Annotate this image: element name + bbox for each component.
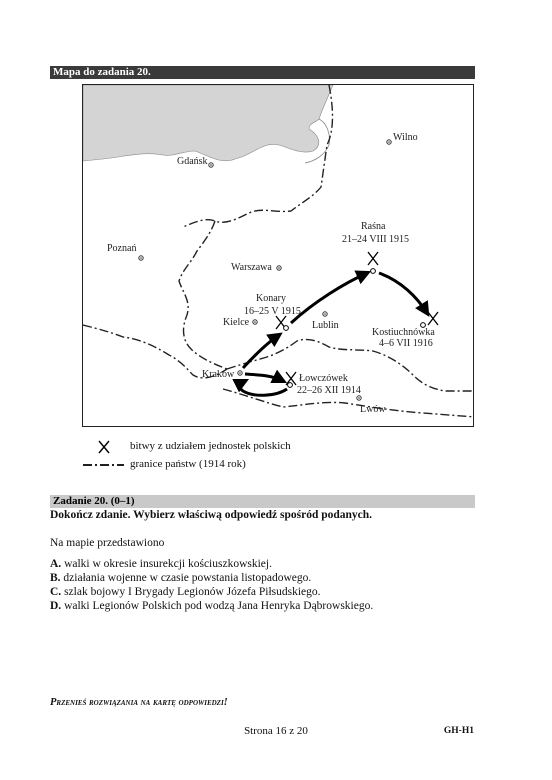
battle-kostiuchnowka xyxy=(372,312,438,349)
sea xyxy=(83,85,333,161)
map-title-bar xyxy=(50,66,475,79)
option-text: walki Legionów Polskich pod wodzą Jana Henryka Dąbrowskiego. xyxy=(64,600,374,612)
city-gdansk xyxy=(177,156,213,167)
task-title: Zadanie 20. (0–1) xyxy=(53,495,135,507)
option-text: walki w okresie insurekcji kościuszkowskiej. xyxy=(64,558,272,570)
svg-text:Wilno: Wilno xyxy=(393,132,418,143)
svg-text:Lublin: Lublin xyxy=(312,320,339,331)
svg-text:Gdańsk: Gdańsk xyxy=(177,156,208,167)
battle-rasna xyxy=(342,221,409,273)
option-c[interactable] xyxy=(50,585,373,599)
task-title-bar xyxy=(50,495,475,508)
city-warszawa xyxy=(231,262,281,273)
option-letter: B. xyxy=(50,572,61,584)
border-line-icon xyxy=(82,458,126,472)
svg-text:Kraków: Kraków xyxy=(202,369,235,380)
option-letter: A. xyxy=(50,558,62,570)
map-svg xyxy=(83,85,474,427)
option-d[interactable] xyxy=(50,599,373,613)
page-number: Strona 16 z 20 xyxy=(244,725,308,737)
transfer-note-text: Przenieś rozwiązania na kartę odpowiedzi! xyxy=(50,697,228,708)
exam-code: GH-H1 xyxy=(443,726,474,736)
city-krakow xyxy=(202,369,242,380)
option-b[interactable] xyxy=(50,571,373,585)
border-west xyxy=(179,221,227,369)
battle-lowczowek xyxy=(286,372,361,396)
option-text: szlak bojowy I Brygady Legionów Józefa Piłsudskiego. xyxy=(64,586,321,598)
option-text: działania wojenne w czasie powstania listopadowego. xyxy=(63,572,312,584)
city-lwow xyxy=(357,396,387,415)
legend-battles-row xyxy=(82,440,382,454)
answer-options xyxy=(50,557,373,613)
battle-konary xyxy=(244,293,301,330)
svg-text:Kielce: Kielce xyxy=(223,317,250,328)
legend-borders-text: granice państw (1914 rok) xyxy=(130,458,246,470)
city-lublin xyxy=(312,312,339,331)
svg-text:16–25 V 1915: 16–25 V 1915 xyxy=(244,306,301,317)
svg-text:Warszawa: Warszawa xyxy=(231,262,272,273)
map-title: Mapa do zadania 20. xyxy=(53,66,151,78)
city-poznan xyxy=(107,243,143,260)
svg-text:Raśna: Raśna xyxy=(361,221,386,232)
option-a[interactable] xyxy=(50,557,373,571)
task-intro: Na mapie przedstawiono xyxy=(50,537,165,549)
svg-text:21–24 VIII 1915: 21–24 VIII 1915 xyxy=(342,234,410,245)
legend-borders-row xyxy=(82,458,382,472)
svg-text:Kostiuchnówka: Kostiuchnówka xyxy=(372,327,435,338)
svg-text:Łowczówek: Łowczówek xyxy=(299,373,348,384)
task-instruction: Dokończ zdanie. Wybierz właściwą odpowiedź spośród podanych. xyxy=(50,509,373,521)
svg-text:Lwów: Lwów xyxy=(360,404,386,415)
city-kielce xyxy=(223,317,257,328)
option-letter: C. xyxy=(50,586,62,598)
svg-text:22–26 XII 1914: 22–26 XII 1914 xyxy=(297,385,361,396)
svg-text:Konary: Konary xyxy=(256,293,286,304)
transfer-note xyxy=(50,697,228,708)
svg-text:Poznań: Poznań xyxy=(107,243,137,254)
historical-map xyxy=(82,84,474,427)
svg-text:4–6 VII 1916: 4–6 VII 1916 xyxy=(379,338,433,349)
city-wilno xyxy=(387,132,418,144)
legend-battles-text: bitwy z udziałem jednostek polskich xyxy=(130,440,291,452)
option-letter: D. xyxy=(50,600,62,612)
